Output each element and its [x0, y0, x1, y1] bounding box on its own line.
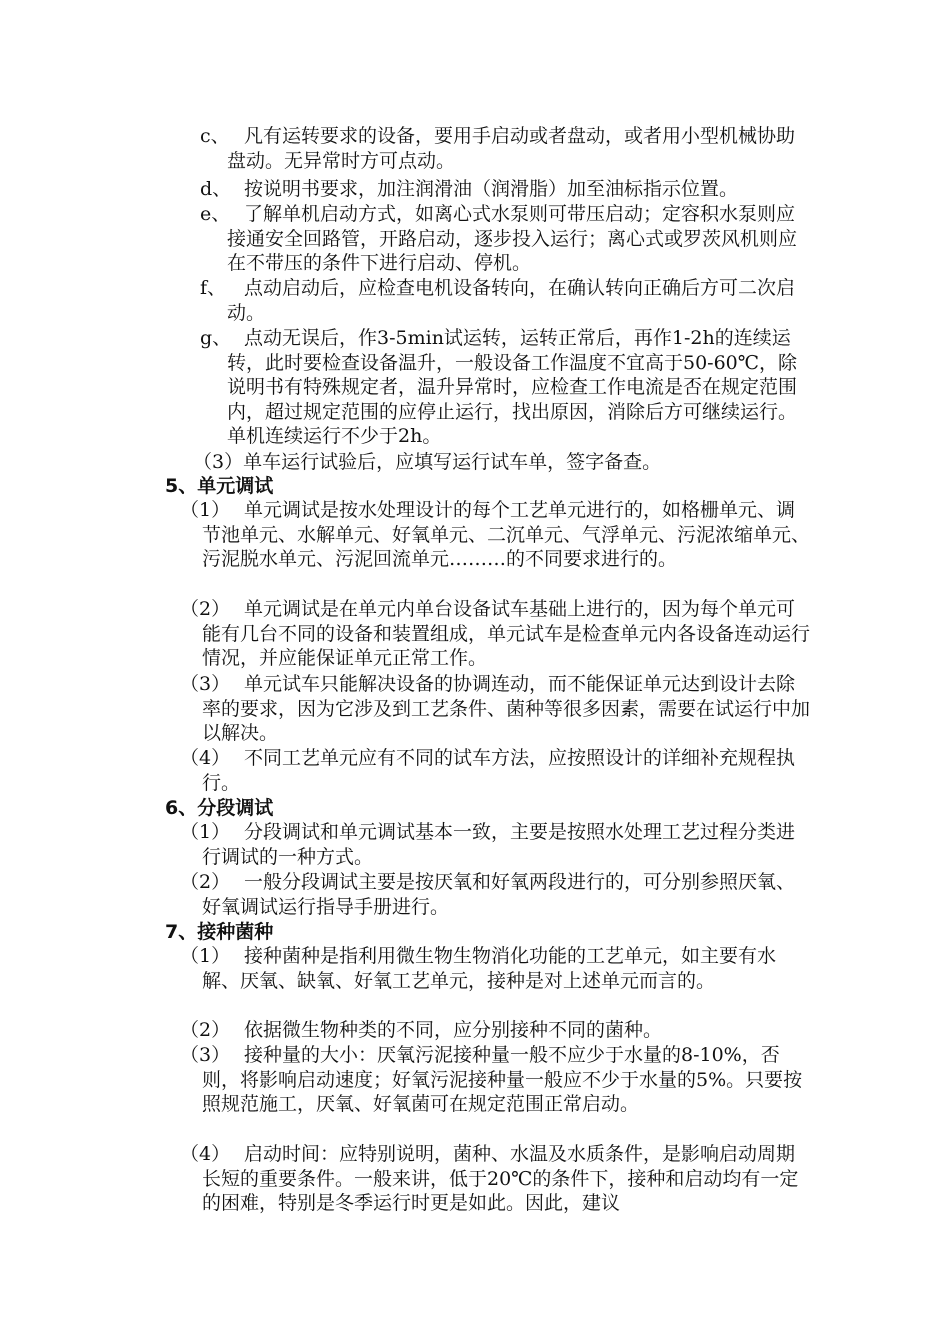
- item-marker: （3）: [180, 673, 231, 695]
- section-7-item-4: [180, 1142, 810, 1216]
- sub-item-text: 点动启动后，应检查电机设备转向，在确认转向正确后方可二次启动。: [227, 277, 796, 324]
- sub-item-marker: f、: [200, 277, 227, 299]
- section-7-item-2: [180, 1018, 810, 1043]
- section-6-item-1: [180, 820, 810, 869]
- item-text: 依据微生物种类的不同，应分别接种不同的菌种。: [244, 1019, 663, 1041]
- sub-item-marker: c、: [200, 125, 230, 147]
- item-text: 启动时间：应特别说明，菌种、水温及水质条件，是影响启动周期长短的重要条件。一般来讲，低于20℃的条件下，接种和启动均有一定的困难，特别是冬季运行时更是如此。因此，建议: [202, 1143, 799, 1214]
- section-6-heading: 6、分段调试: [165, 797, 274, 819]
- item-marker: （1）: [180, 499, 231, 521]
- sub-item-text: 按说明书要求，加注润滑油（润滑脂）加至油标指示位置。: [244, 178, 739, 200]
- item-marker: （1）: [180, 945, 231, 967]
- sub-item-f: [200, 276, 810, 325]
- sub-item-d: [200, 177, 810, 202]
- section-5-heading: 5、单元调试: [165, 475, 274, 497]
- section-7-item-3: [180, 1043, 810, 1117]
- sub-item-marker: e、: [200, 203, 231, 225]
- item-text: 单元调试是在单元内单台设备试车基础上进行的，因为每个单元可能有几台不同的设备和装置组成，单元试车是检查单元内各设备连动运行情况，并应能保证单元正常工作。: [202, 598, 811, 669]
- item-text: 单元试车只能解决设备的协调连动，而不能保证单元达到设计去除率的要求，因为它涉及到工艺条件、菌种等很多因素，需要在试运行中加以解决。: [202, 673, 811, 744]
- section-6-item-2: [180, 870, 810, 919]
- section-5-item-4: [180, 746, 810, 795]
- sub-item-marker: g、: [200, 327, 232, 349]
- item-marker: （2）: [180, 871, 231, 893]
- section-7-heading: 7、接种菌种: [165, 921, 274, 943]
- section-5-item-2: [180, 597, 810, 671]
- sub-item-c: [200, 124, 810, 173]
- item-text: 分段调试和单元调试基本一致，主要是按照水处理工艺过程分类进行调试的一种方式。: [202, 821, 796, 868]
- sub-item-marker: d、: [200, 178, 232, 200]
- item-text: 一般分段调试主要是按厌氧和好氧两段进行的，可分别参照厌氧、好氧调试运行指导手册进行。: [202, 871, 796, 918]
- item-marker: （1）: [180, 821, 231, 843]
- item-marker: （2）: [180, 598, 231, 620]
- item-marker: （4）: [180, 747, 231, 769]
- item-text: 单元调试是按水处理设计的每个工艺单元进行的，如格栅单元、调节池单元、水解单元、好氧单元、二沉单元、气浮单元、污泥浓缩单元、污泥脱水单元、污泥回流单元………的不同要求进行的。: [202, 499, 811, 570]
- sub-item-e: [200, 202, 810, 276]
- item-marker: （4）: [180, 1143, 231, 1165]
- section-5-item-1: [180, 498, 810, 572]
- item-3-record: （3）单车运行试验后，应填写运行试车单，签字备查。: [193, 451, 662, 473]
- item-text: 接种菌种是指利用微生物生物消化功能的工艺单元，如主要有水解、厌氧、缺氧、好氧工艺单元，接种是对上述单元而言的。: [202, 945, 777, 992]
- item-text: 接种量的大小：厌氧污泥接种量一般不应少于水量的8-10%，否则，将影响启动速度；好氧污泥接种量一般应不少于水量的5%。只要按照规范施工，厌氧、好氧菌可在规定范围正常启动。: [202, 1044, 803, 1115]
- item-text: 不同工艺单元应有不同的试车方法，应按照设计的详细补充规程执行。: [202, 747, 796, 794]
- item-marker: （3）: [180, 1044, 231, 1066]
- sub-item-text: 凡有运转要求的设备，要用手启动或者盘动，或者用小型机械协助盘动。无异常时方可点动。: [227, 125, 796, 172]
- item-marker: （2）: [180, 1019, 231, 1041]
- sub-item-g: [200, 326, 810, 449]
- section-5-item-3: [180, 672, 810, 746]
- sub-item-text: 了解单机启动方式，如离心式水泵则可带压启动；定容积水泵则应接通安全回路管，开路启动，逐步投入运行；离心式或罗茨风机则应在不带压的条件下进行启动、停机。: [227, 203, 798, 274]
- section-7-item-1: [180, 944, 810, 993]
- sub-item-text: 点动无误后，作3-5min试运转，运转正常后，再作1-2h的连续运转，此时要检查设备温升，一般设备工作温度不宜高于50-60℃，除说明书有特殊规定者，温升异常时，应检查工作电流是否在规定范围内，超过规定范围的应停止运行，找出原因，消除后方可继续运行。单机连续运行不少于2h。: [227, 327, 798, 447]
